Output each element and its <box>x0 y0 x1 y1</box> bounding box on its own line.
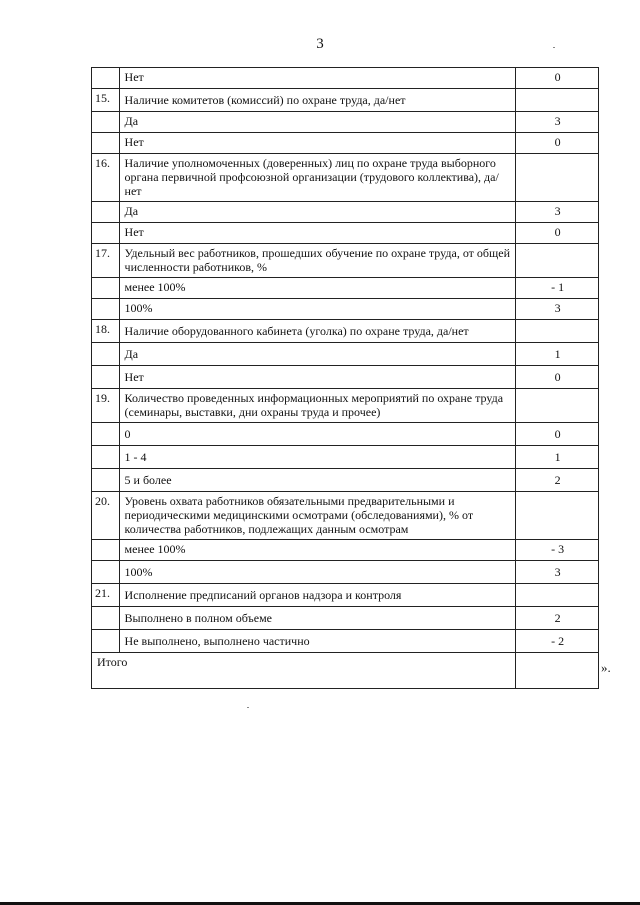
row-score: 0 <box>516 133 599 154</box>
total-score <box>516 653 599 689</box>
row-text: Наличие оборудованного кабинета (уголка) по охране труда, да/нет <box>119 320 516 343</box>
table-row <box>92 423 599 446</box>
row-score: - 2 <box>516 630 599 653</box>
table-row <box>92 68 599 89</box>
table-row <box>92 89 599 112</box>
table-row <box>92 561 599 584</box>
row-text: 5 и более <box>119 469 516 492</box>
row-score: 3 <box>516 202 599 223</box>
table-row <box>92 584 599 607</box>
row-text: 100% <box>119 299 516 320</box>
row-number: 15. <box>92 89 120 112</box>
row-score: 1 <box>516 446 599 469</box>
row-number <box>92 299 120 320</box>
row-score: 2 <box>516 469 599 492</box>
row-number <box>92 469 120 492</box>
row-text: Выполнено в полном объеме <box>119 607 516 630</box>
row-score <box>516 320 599 343</box>
row-score: 3 <box>516 299 599 320</box>
row-text: Удельный вес работников, прошедших обучение по охране труда, от общей численности работников, % <box>119 244 516 278</box>
row-score <box>516 492 599 540</box>
scan-speck <box>247 707 249 708</box>
row-text: 0 <box>119 423 516 446</box>
row-text: Не выполнено, выполнено частично <box>119 630 516 653</box>
table-row <box>92 299 599 320</box>
row-text: Уровень охвата работников обязательными предварительными и периодическими медицинскими осмотрами (обследованиями), % от количества работников, подлежащих данным осмотрам <box>119 492 516 540</box>
table-row <box>92 366 599 389</box>
row-number <box>92 343 120 366</box>
row-text: Нет <box>119 68 516 89</box>
row-number <box>92 540 120 561</box>
row-text: Нет <box>119 366 516 389</box>
row-number <box>92 112 120 133</box>
table-row <box>92 446 599 469</box>
table-row <box>92 343 599 366</box>
row-text: менее 100% <box>119 540 516 561</box>
row-number <box>92 423 120 446</box>
row-score: 0 <box>516 366 599 389</box>
row-number <box>92 561 120 584</box>
row-number <box>92 133 120 154</box>
table-row <box>92 112 599 133</box>
row-text: Нет <box>119 133 516 154</box>
row-number: 21. <box>92 584 120 607</box>
row-score <box>516 154 599 202</box>
table-row <box>92 154 599 202</box>
row-score: 0 <box>516 68 599 89</box>
closing-quote: ». <box>601 660 611 675</box>
row-number <box>92 202 120 223</box>
total-row <box>92 653 599 689</box>
table-row <box>92 389 599 423</box>
table-row <box>92 244 599 278</box>
table-row <box>92 133 599 154</box>
row-number <box>92 278 120 299</box>
row-number <box>92 446 120 469</box>
table-row <box>92 223 599 244</box>
row-number <box>92 630 120 653</box>
row-number <box>92 607 120 630</box>
row-score: - 3 <box>516 540 599 561</box>
row-number: 20. <box>92 492 120 540</box>
table-row <box>92 630 599 653</box>
row-score <box>516 89 599 112</box>
row-score: - 1 <box>516 278 599 299</box>
row-text: Нет <box>119 223 516 244</box>
row-score <box>516 584 599 607</box>
table-row <box>92 469 599 492</box>
row-number <box>92 68 120 89</box>
row-number: 16. <box>92 154 120 202</box>
row-text: 1 - 4 <box>119 446 516 469</box>
row-number: 19. <box>92 389 120 423</box>
row-score <box>516 244 599 278</box>
row-number: 18. <box>92 320 120 343</box>
row-number <box>92 366 120 389</box>
criteria-table <box>91 67 599 689</box>
row-text: менее 100% <box>119 278 516 299</box>
row-score: 2 <box>516 607 599 630</box>
table-row <box>92 492 599 540</box>
row-text: Наличие комитетов (комиссий) по охране труда, да/нет <box>119 89 516 112</box>
table-row <box>92 278 599 299</box>
row-text: Количество проведенных информационных мероприятий по охране труда (семинары, выставки, дни охраны труда и прочее) <box>119 389 516 423</box>
row-score: 3 <box>516 561 599 584</box>
row-score: 0 <box>516 223 599 244</box>
row-score: 1 <box>516 343 599 366</box>
row-number: 17. <box>92 244 120 278</box>
table-row <box>92 320 599 343</box>
table-row <box>92 607 599 630</box>
total-label: Итого <box>92 653 516 689</box>
row-text: Да <box>119 202 516 223</box>
row-score <box>516 389 599 423</box>
table-row <box>92 202 599 223</box>
row-text: 100% <box>119 561 516 584</box>
row-text: Да <box>119 112 516 133</box>
scan-speck <box>553 47 555 48</box>
row-text: Наличие уполномоченных (доверенных) лиц по охране труда выборного органа первичной профсоюзной организации (трудового коллектива), да/нет <box>119 154 516 202</box>
row-number <box>92 223 120 244</box>
row-text: Да <box>119 343 516 366</box>
page-number: 3 <box>316 36 324 52</box>
table-row <box>92 540 599 561</box>
row-text: Исполнение предписаний органов надзора и контроля <box>119 584 516 607</box>
row-score: 0 <box>516 423 599 446</box>
row-score: 3 <box>516 112 599 133</box>
